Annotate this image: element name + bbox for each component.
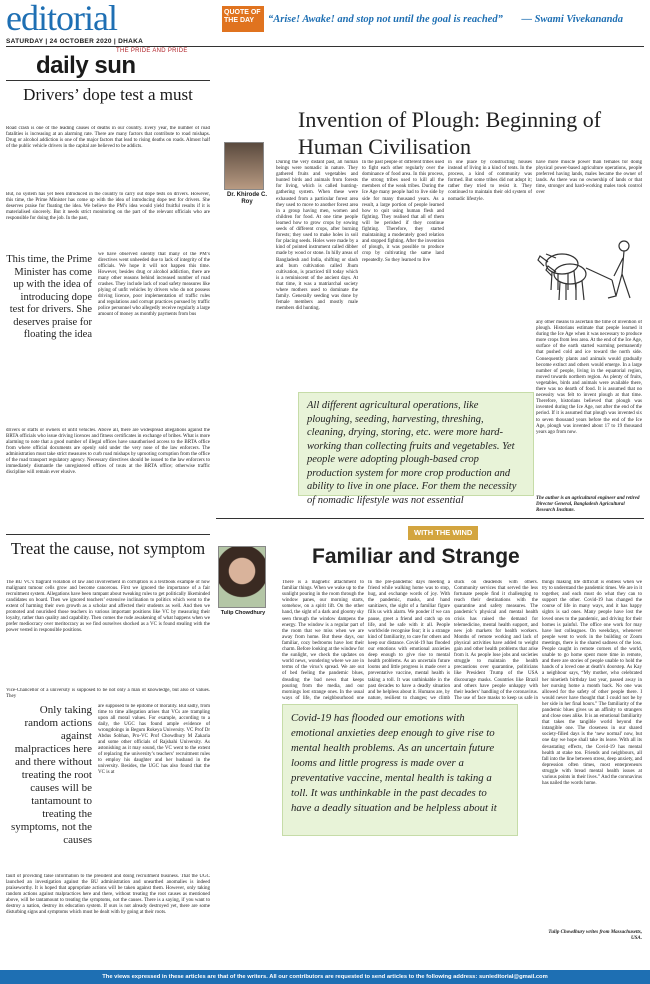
masthead xyxy=(0,0,650,36)
editorial2-side-text: are supposed to be epitome of morality. But sadly, from time to time allegation arises that VCs are trampling upon all moral values. For example, according to a daily, the UGC has found ample evidence of wrongdoings in Begum Rokeya University. VC Prof Dr Abdus Sobhan, Pro-VC Prof Chowdhury M Zakaria and some other officials of Rajshahi University. As astonishing as it may sound, the VC went to the extent of replacing the university’s teachers’ recruitment rules to employ his daughter and her husband in the university. Besides, the UGC has also found that the VC is at xyxy=(98,704,210,775)
paper-tag: THE PRIDE AND PRIDE xyxy=(116,48,188,54)
article1-col4: have more muscle power than females for doing physical power-based agriculture operations, people preferred having lands, males became the owner of lands. As there was no ownership of lands or that time, stronger and hard-working males took control over xyxy=(536,160,642,196)
masthead-divider xyxy=(6,46,644,47)
article1-col3: in one place by constructing houses instead of living in a kind of tents. In the process, a kind of community was formed. But some tribes did not adopt it; rather they tried to resist it. They continued to maintain their old system of nomadic lifestyle. xyxy=(448,160,532,202)
author-photo-2 xyxy=(218,546,266,608)
editorial1-body3: drivers or staffs or owners of unfit vehicles. Above all, there are widespread allegations against the BRTA officials who issue driving licences and fitness certificates in exchange of bribes. What is more alarming to note that a good number of illegal offices have unauthorised access to the BRTA office from where official documents are openly sold under the very nose of the law enforcers. The administration must take strict measures to curb road mishaps by uprooting corruption from the office of the road transport regulatory agency. Necessary directives should be issued to the law enforcers to immediately dismantle the unregistered offices of touts at the BRTA office; otherwise traffic discipline will remain ever elusive. xyxy=(6,428,210,475)
article2-callout: Covid-19 has flooded our emotions with emotional anxieties deep enough to give rise to mental health problems. As an uncertain future looms and little progress is made over a preventative vaccine, mental health is taking a toll. It was unthinkable in the past decades to have a deadly situation and be helpless about it xyxy=(282,704,518,836)
article1-author: Dr. Khirode C. Roy xyxy=(226,192,267,205)
article-familiar-strange xyxy=(216,520,644,966)
plough-illustration xyxy=(536,228,642,318)
dateline: SATURDAY | 24 OCTOBER 2020 | DHAKA xyxy=(6,38,144,45)
article2-author: Tulip Chowdhury xyxy=(220,610,266,616)
article1-col2: In the past people of different tribes used to fight each other regularly over the dominance of food area. In this process, the strong tribes used to kill all the members of the weak tribes. During the Ice Age many people had to live side by side for many thousand years. As a result, a large portion of people learned how to quit using human flesh and fighting. They realised that all of them will be perished if they continue fighting. Therefore, they started maintaining a moderately good relation and stopped fighting. After the invention of plough, it was possible to produce crop by cultivating the same land repeatedly. So they learned to live xyxy=(362,160,444,263)
editorial-logo: editorial xyxy=(6,0,117,38)
editorial1-title: Drivers’ dope test a must xyxy=(23,85,193,104)
article1-col5: any other means to ascertain the time of invention of plough. Historians estimate that people learned it during the Ice Age when it was necessary to produce more crops from less area. At the end of the Ice Age, surface of the earth started warming permanently that pushed cold and ice toward the north side. Consequently plants and animals would gradually become extinct and others would emerge. In a large number of people, living in the equatorial region, moved towards northern region. As plenty of fruits, vegetables, birds and animals were available there, there was no dearth of food. It is assumed that no necessity was felt to invent plough at that time. Therefore, historians believed that plough was invented during the Ice Age, not after the end of the period. If it is assumed that plough was invented six to seven thousand years before the end of the Ice Age, plough was invented about 17 to 19 thousand years ago from now. xyxy=(536,320,642,435)
editorial2-title: Treat the cause, not symptom xyxy=(10,539,206,558)
editorial2-body2: Vice-Chancellor of a university is supposed to be not only a man of knowledge, but also of values. They xyxy=(6,688,210,699)
farmer-head xyxy=(619,241,629,251)
editorial2-body1: The BU VC’s flagrant violation of law and involvement in corruption is a textbook example of how malignant tumour cells grow and become cancerous. First we ignored the importance of a fair recruitment system. Allegations have been rampant about tweaking rules to get politically likeminded candidates on board. Then we ignored teachers’ extensive inclination to politics which went to the extent of harming their own growth as a scholar and affected their students as well. And then we promoted and nourished those teachers in various important positions like VC by measuring their loyalty, rather than quality and capability. Then comes the rude awakening of what happens when we prefer mediocracy over meritocracy as we find ourselves shocked as a VC is found stealing with the power vested in responsible positions. xyxy=(6,580,210,633)
article-plough xyxy=(216,48,644,518)
article-divider xyxy=(216,518,644,519)
paper-brand: daily sun xyxy=(36,52,136,79)
editorial1-body2: But, no system has yet been introduced in the country to carry out dope tests on drivers. However, this time, the Prime Minister has come up with the idea of introducing dope test for drivers. She deserves praise for floating the idea. We believe the PM’s idea would yield fruitful results if it is materialised sincerely. But it needs strict monitoring on the part of the relevant officials who are responsible for doing the job. In the past, xyxy=(6,192,210,221)
plough-beam xyxy=(586,268,612,280)
column-tag: WITH THE WIND xyxy=(408,526,478,540)
article2-col2: In the pre-pandemic days meeting a friend while walking home was to stop, hug, and exchange words of joy. With the pandemic, masks, and hand sanitizers, the sight of a familiar figure fills us with alarm. We ponder if we can pause, greet a friend and catch up on life, and be safe with it all. People worldwide recognise fear; it is a strange kind of familiarity, to care for others and keep our distance. Covid-19 has flooded our emotions with emotional anxieties deep enough to give rise to mental health problems. As an uncertain future looms and little progress is made over a preventative vaccine, mental health is taking a toll. It was unthinkable in the past decades to have a deadly situation and be helpless about it. Humans are, by nature, resilient to changes; we climb xyxy=(368,580,450,700)
article1-footnote: The author is an agricultural engineer and retired Director General, Bangladesh Agricultural Research Institute. xyxy=(536,496,640,513)
editorial1-side-text: we have observed silently that many of the PM’s directives went unheeded due to lack of integrity of the officials. We hope it will not happen this time. However, besides drug or alcohol addiction, there are many other reasons behind increased number of road crashes. They include lack of road safety measures like plying of unfit vehicles by drivers who do not possess driving licence, poor implementation of traffic rules and regulations and corrupt practices pursued by traffic police personnel who allegedly receive regularly a large amount of money as monthly payments from bus xyxy=(98,252,210,317)
farmer-body xyxy=(614,251,630,298)
editorial-divider xyxy=(6,534,210,535)
quote-text: “Arise! Awake! and stop not until the goal is reached” xyxy=(268,14,503,25)
plough-share xyxy=(608,280,616,298)
article1-callout: All different agricultural operations, like ploughing, seeding, harvesting, threshing, cleaning, drying, storing, etc. were more hard-working than collecting fruits and vegetables. Yet people were adopting plough-based crop production system for more crop production and ability to live in one place. For them the necessity of nomadic lifestyle was not essential xyxy=(298,392,534,496)
editorial1-body1-text: Road crash is one of the leading causes of deaths in our country. Every year, the number of road fatalities is increasing at an alarming rate. There are many factors that contribute to road mishaps. Drug or alcohol addiction is one of the major factors that lead to rising deaths on roads. Almost half of the public vehicle drivers in the capital are believed to be addicts. xyxy=(6,126,210,149)
article2-title: Familiar and Strange xyxy=(312,545,520,568)
article2-footnote: Tulip Chowdhury writes from Massachusetts, USA. xyxy=(548,930,642,941)
editorial1-pullquote: This time, the Prime Minister has come up with the idea of introducing dope test for drivers. She deserves praise for floating the idea xyxy=(6,254,92,340)
editorial2-body3: fault of providing false information to the president and doing recruitment business. That the UGC launched an investigation against the BU administration and unearthed anomalies is indeed praiseworthy. It is hoped that appropriate actions will be taken against them. However, only taking random actions against malpractices here and there, without treating the root causes as mentioned above, will be tantamount to treating the symptoms, not the causes. There is a saying, if you want to destroy a nation, destroy its education system. If ours is not already destroyed yet, there are some disturbing signs and symptoms which must be dealt with by going at their roots. xyxy=(6,874,210,915)
quote-of-the-day xyxy=(268,10,648,30)
article2-col3: stuck on deadends with others. Community services that served the less fortunate people find it challenging to reach their destinations with the quarantine and safety measures. The pandemic’s physical and mental health crisis has raised the demand for telemedicine, mental health support, and new job markets for health workers. Months of remote working and lack of physical activities have added to weight gain and other health problems that arise from it. As people lose jobs and societies struggle to maintain the health precautions over quarantine, politicians like President Trump of the USA discourage masks. Countries like Brazil and others have people unhappy with their leaders’ handling of the coronavirus. The use of face masks to keep us safe in xyxy=(454,580,538,700)
quote-of-the-day-tag: QUOTE OF THE DAY xyxy=(222,6,264,32)
footer-bar: The views expressed in these articles are that of the writers. All our contributors are requested to send articles to the following address: sunieditorial@gmail.com xyxy=(0,970,650,984)
editorial-column xyxy=(6,48,210,966)
article1-col1: During the very distant past, all human beings were nomadic in nature. They gathered fruits and vegetables and hunted birds and animals from forests for living, which is called hunting-gathering system. When these were exhausted from a particular forest area they used to move to another forest area in a group having men, women and children for food. At one time people learned how to grow crops by sowing seeds of different crops, after burning forests; they used to make holes in soil for placing seeds. Holes were made by a kind of pointed instrument called dibber made by wood or stone. In hilly areas of Bangladesh and India, shifting or slash and burn cultivation called Jhum cultivation, is practiced till today which is a reminiscent of the ancient days. At that time, it was a matriarchal society where mothers used to dominate the family. Generally seeding was done by female members and mostly male members did hunting. xyxy=(276,160,358,312)
editorial2-pullquote: Only taking random actions against malpractices here and there without treating the root causes will be tantamount to treating the symptoms, not the causes xyxy=(11,704,92,846)
article1-title: Invention of Plough: Beginning of Human Civilisation xyxy=(298,107,602,159)
article2-col4: things making life difficult is endless when we try to understand the pandemic times. We are in it together, and each must do what they can to support the other. Covid-19 has changed the course of life in many ways, and it has happy sights is sad ones. Many people have lost the loved ones to the pandemic, and driving for their homes is painful. The office one work for may have lost colleagues. On weekdays, whenever people went to work in the building or Zoom meetings, there is the shared sadness of the loss. People caught in remote corners of the world, unable to go home spent more time in remote, and there are stories of people unable to hold the hands of a loved one at death’s doorstep. As Kay a neighbour says, “My mother, who celebrated her ninetieth birthday last year, passed away in her nursing home a month back. No one was allowed for the safety of other people there. I would never have thought that I could not be by her side in her final hours.” The familiarity of the pandemic blues gives us an affinity to strangers and close ones alike. It is an emotional familiarity that takes the tangible world beyond the intangible one. The closeness in our shared society-filled days is the ‘new normal’ now, but one day we hope shall take its leave. With all its devastating effects, the Covid-19 has mental health at stake too. Friends and neighbours, all fall into the line between stress, deep anxiety, and depression often times, most enterpreneurs struggle with bread mental health issues at various points in their lives.” And the coronavirus has nailed the words home. xyxy=(542,580,642,787)
brand-rule xyxy=(6,80,210,81)
quote-author: — Swami Vivekananda xyxy=(521,14,623,25)
author-photo xyxy=(224,142,264,190)
editorial1-body1 xyxy=(6,126,210,190)
article2-col1: There is a magnetic attachment to familiar things. When we wake up to the sunlight pouring in the room through the window panes, our morning starts, somehow, on a spirit lift. On the other hand, the sight of a dark and gloomy sky seen through the window dampens the energy. The window is a regular part of the room that we miss when we are away from home. But these days, our familiar, cozy bedrooms have lost their charm. Before looking at the window for the sunlight, we check the updates on world news, wondering where we are in terms of the virus’s spread. We are out of bed feeling the pandemic blues, dreading the bad news that keeps pouring from the media, and our mornings lost strange ones. In the usual ways of life, the neighbourhood one xyxy=(282,580,364,700)
